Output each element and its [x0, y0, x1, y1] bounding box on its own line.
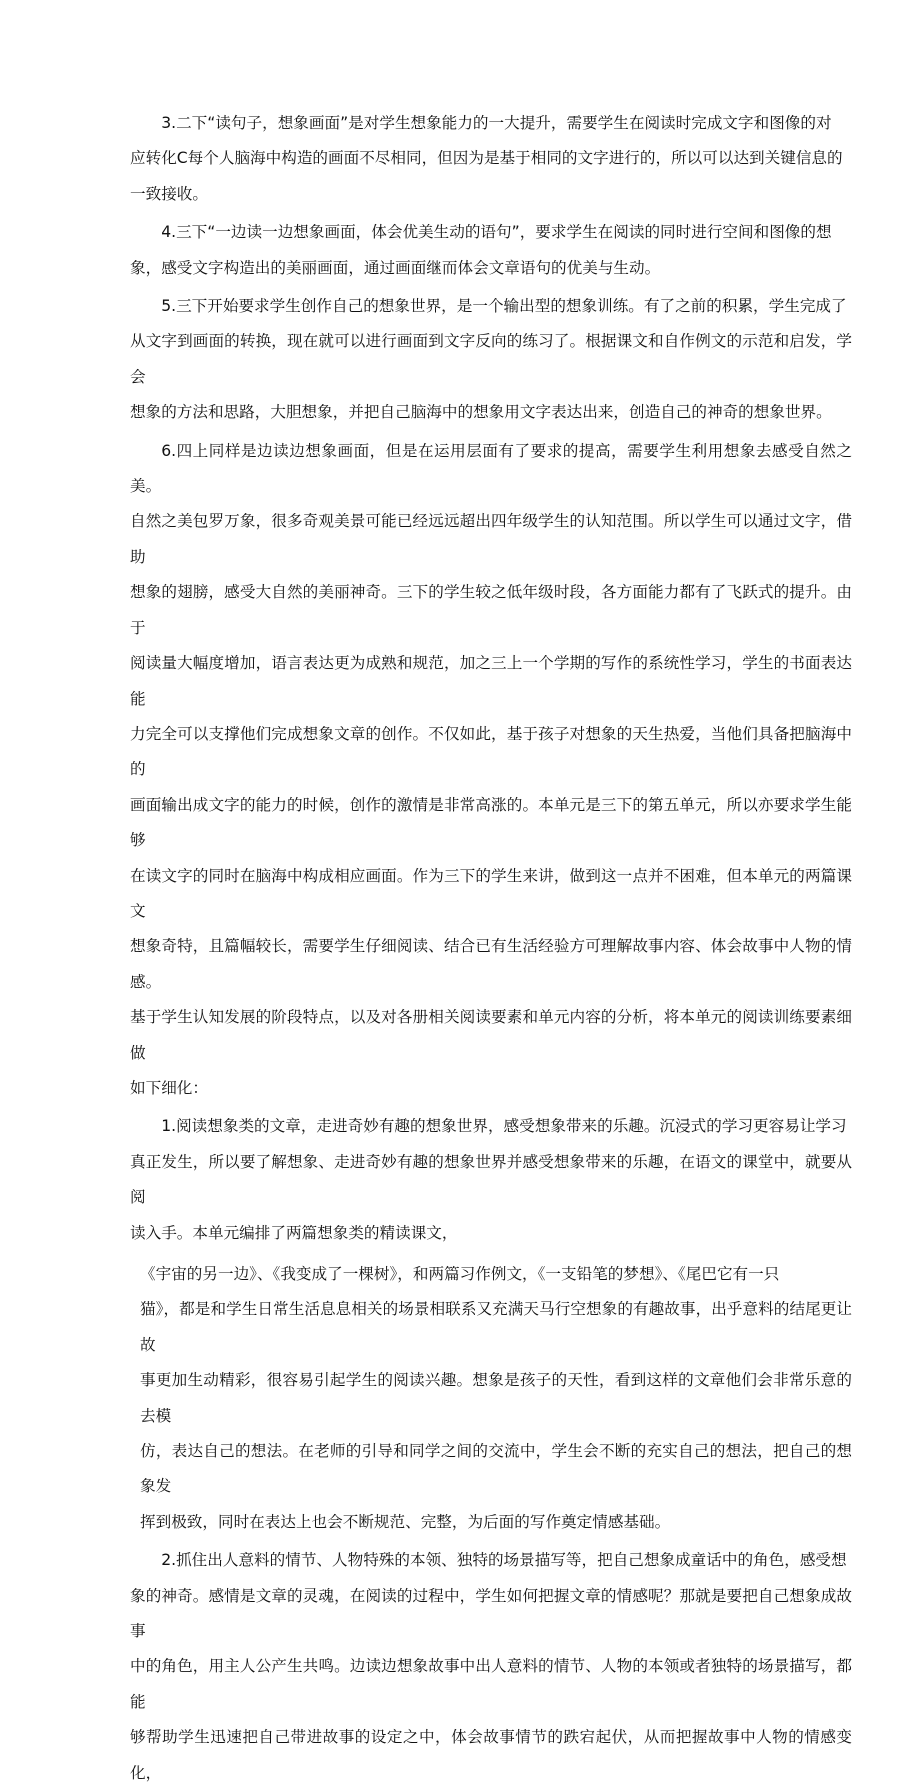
paragraph-item-6: 6.四上同样是边读边想象画面，但是在运用层面有了要求的提高，需要学生利用想象去感受自然之美。 自然之美包罗万象，很多奇观美景可能已经远远超出四年级学生的认知范围。所以学生可以通过文字，借助 想象的翅膀，感受大自然的美丽神奇。三下的学生较之低年级时段，各方面能力都有了飞跃式的提升。由于 阅读量大幅度增加，语言表达更为成熟和规范，加之三上一个学期的写作的系统性学习，学生的书面表达能 力完全可以支撑他们完成想象文章的创作。不仅如此，基于孩子对想象的天生热爱，当他们具备把脑海中的 画面输出成文字的能力的时候，创作的激情是非常高涨的。本单元是三下的第五单元，所以亦要求学生能够 在读文字的同时在脑海中构成相应画面。作为三下的学生来讲，做到这一点并不困难，但本单元的两篇课文 想象奇特，且篇幅较长，需要学生仔细阅读、结合已有生活经验方可理解故事内容、体会故事中人物的情感。 基于学生认知发展的阶段特点，以及对各册相关阅读要素和单元内容的分析，将本单元的阅读训练要素细做 如下细化：	[130, 441, 852, 1097]
document-body	[130, 106, 852, 1791]
paragraph-item-3: 3.二下“读句子，想象画面”是对学生想象能力的一大提升，需要学生在阅读时完成文字和图像的对 应转化C每个人脑海中构造的画面不尽相同，但因为是基于相同的文字进行的，所以可以达到关键信息的 一致接收。	[130, 114, 843, 203]
paragraph-item-5: 5.三下开始要求学生创作自己的想象世界，是一个输出型的想象训练。有了之前的积累，学生完成了 从文字到画面的转换，现在就可以进行画面到文字反向的练习了。根据课文和自作例文的示范和启发，学会 想象的方法和思路，大胆想象，并把自己脑海中的想象用文字表达出来，创造自己的神奇的想象世界。	[130, 297, 852, 422]
paragraph-subitem-1-continued: 《宇宙的另一边》、《我变成了一棵树》，和两篇习作例文，《一支铅笔的梦想》、《尾巴它有一只 猫》，都是和学生日常生活息息相关的场景相联系又充满天马行空想象的有趣故事，出乎意料的结尾更让故 事更加生动精彩，很容易引起学生的阅读兴趣。想象是孩子的天性，看到这样的文章他们会非常乐意的去模 仿，表达自己的想法。在老师的引导和同学之间的交流中，学生会不断的充实自己的想法，把自己的想象发 挥到极致，同时在表达上也会不断规范、完整，为后面的写作奠定情感基础。	[140, 1265, 852, 1531]
paragraph-subitem-2: 2.抓住出人意料的情节、人物特殊的本领、独特的场景描写等，把自己想象成童话中的角色，感受想 象的神奇。感情是文章的灵魂，在阅读的过程中，学生如何把握文章的情感呢？那就是要把自己想象成故事 中的角色，用主人公产生共鸣。边读边想象故事中出人意料的情节、人物的本领或者独特的场景描写，都能 够帮助学生迅速把自己带进故事的设定之中，体会故事情节的跌宕起伏，从而把握故事中人物的情感变化，	[130, 1551, 852, 1782]
paragraph-subitem-1: 1.阅读想象类的文章，走进奇妙有趣的想象世界，感受想象带来的乐趣。沉浸式的学习更容易让学习 真正发生，所以要了解想象、走进奇妙有趣的想象世界并感受想象带来的乐趣，在语文的课堂中，就要从阅 读入手。本单元编排了两篇想象类的精读课文，	[130, 1117, 852, 1242]
paragraph-item-4: 4.三下“一边读一边想象画面，体会优美生动的语句”，要求学生在阅读的同时进行空间和图像的想 象，感受文字构造出的美丽画面，通过画面继而体会文章语句的优美与生动。	[130, 223, 832, 277]
